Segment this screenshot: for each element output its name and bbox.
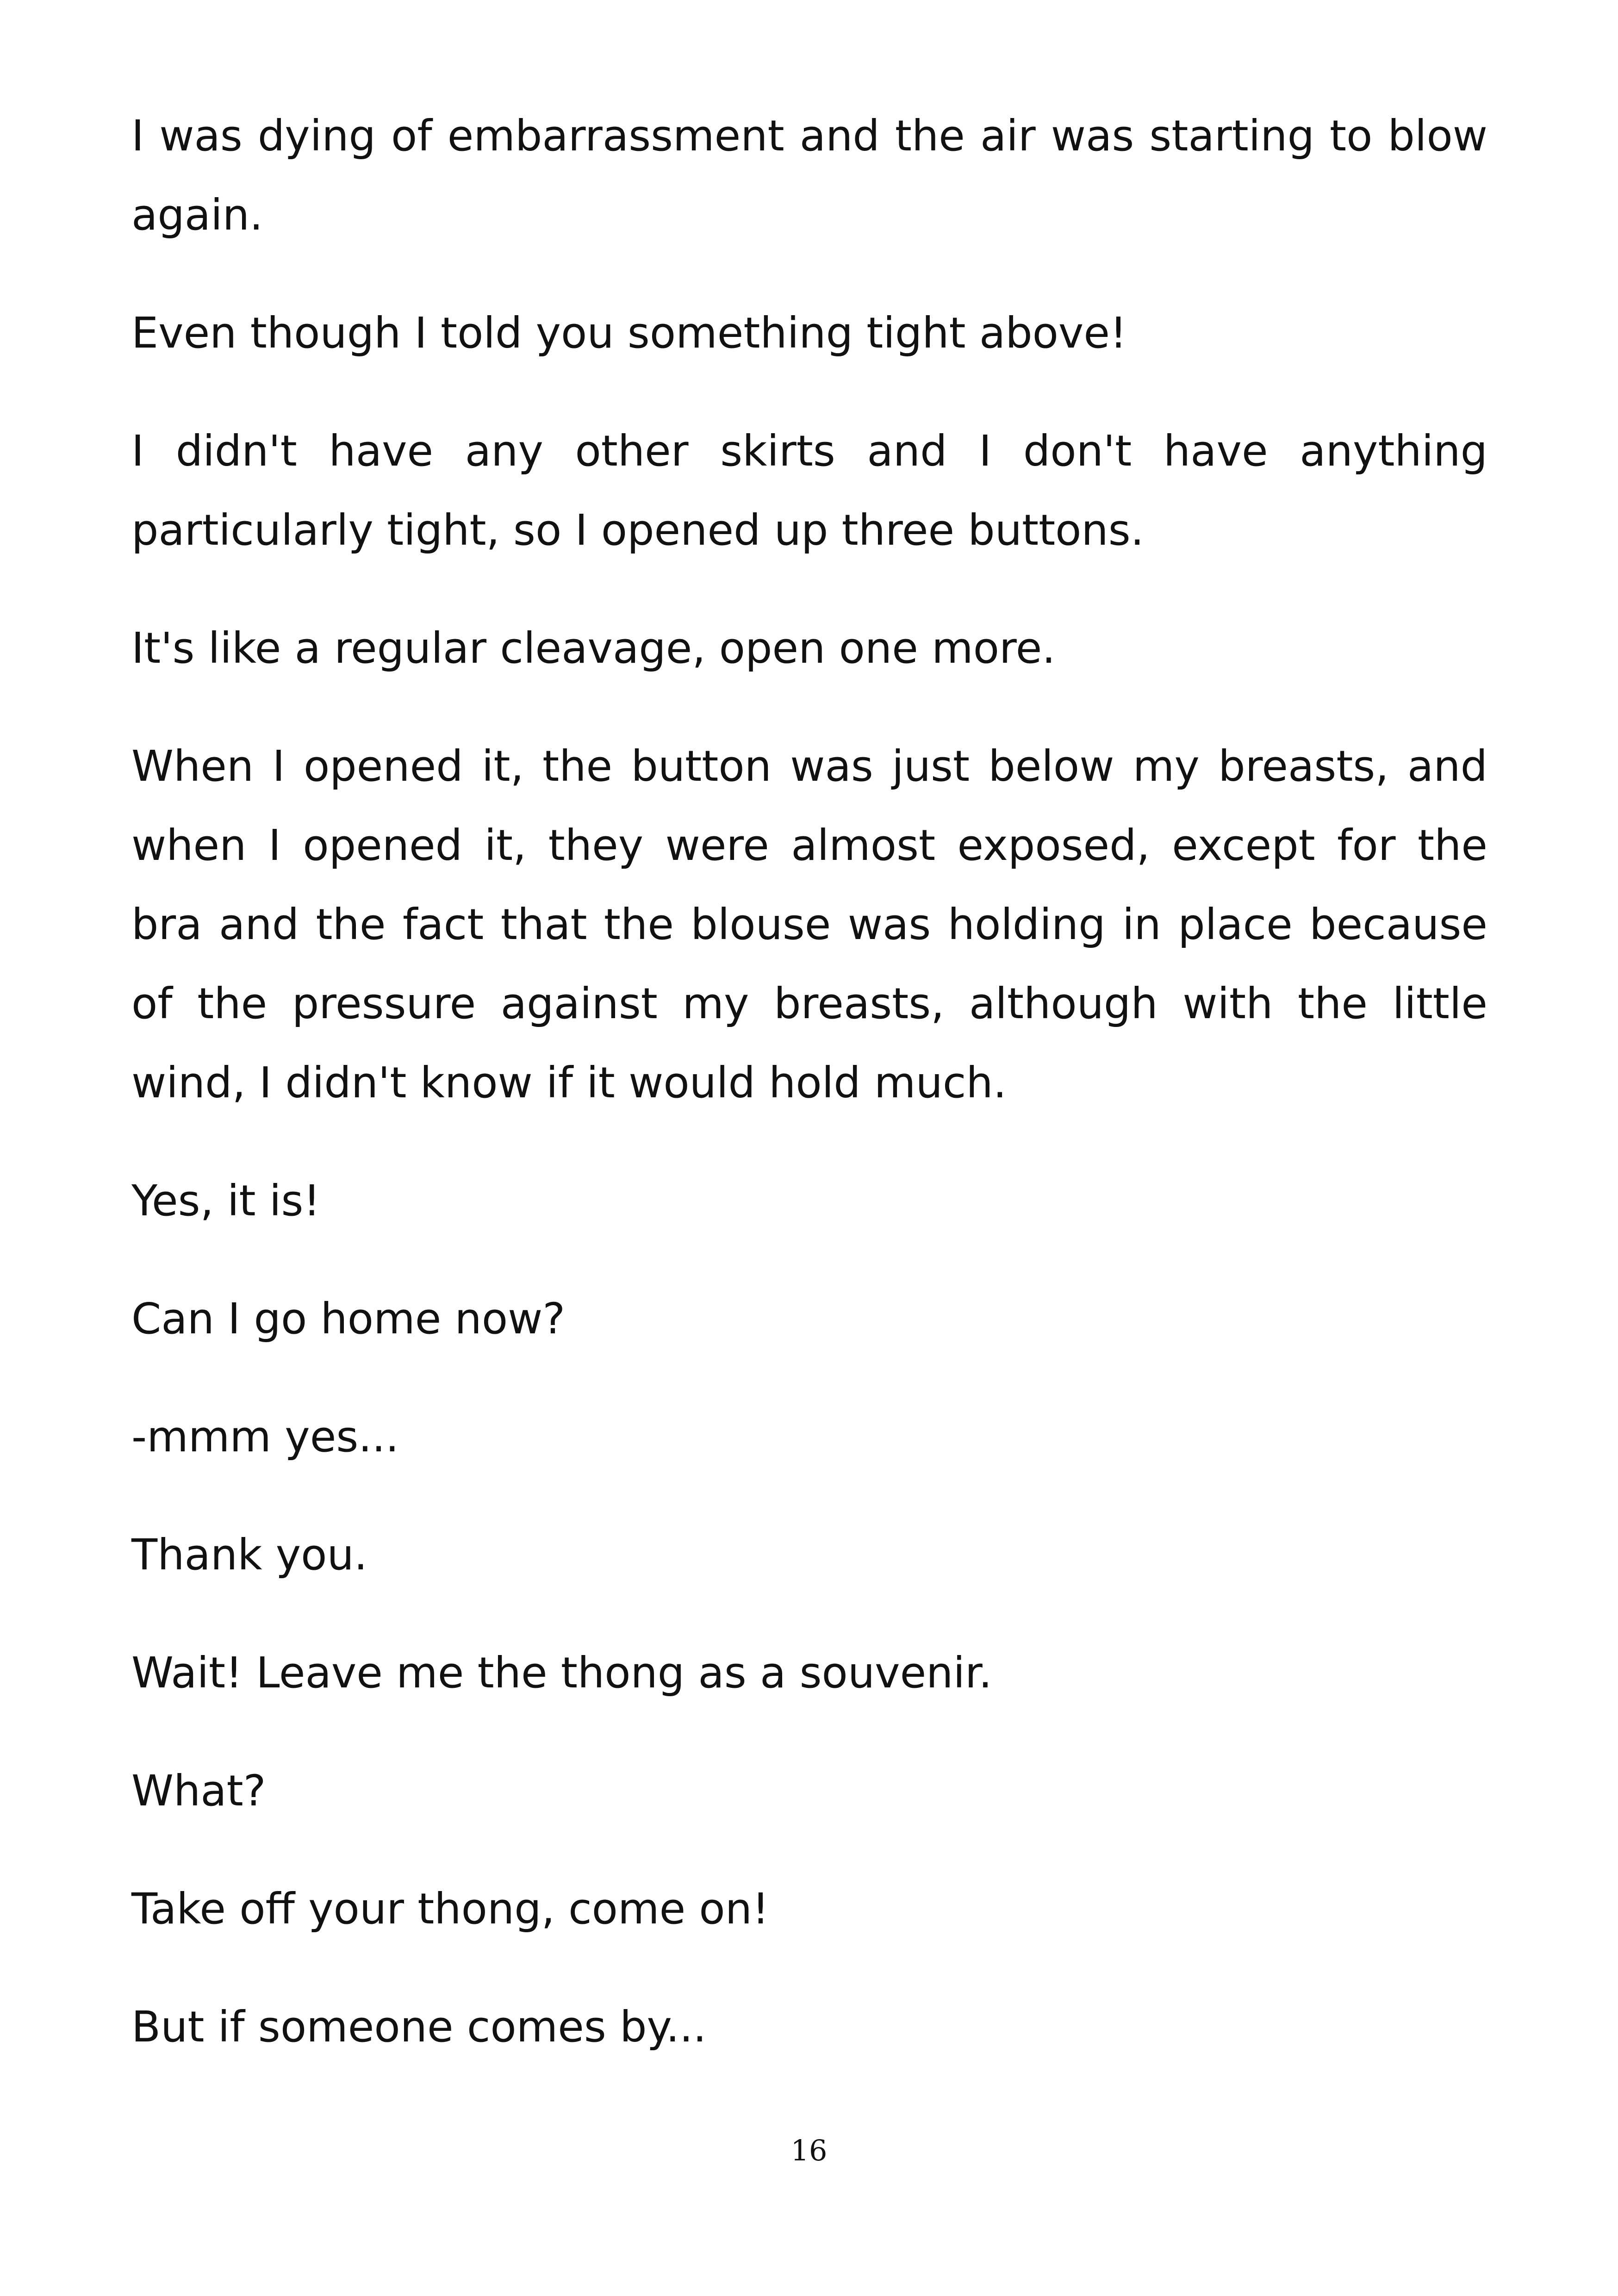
paragraph: Yes, it is! <box>131 1176 321 1226</box>
paragraph: When I opened it, the button was just below my breasts, and when I opened it, they were almost exposed, except for the bra and the fact that the blouse was holding in place because of the pressure against my breasts, although with the little wind, I didn't know if it would hold much. <box>131 741 1487 1108</box>
paragraph: But if someone comes by... <box>131 2002 707 2052</box>
paragraph: I didn't have any other skirts and I don't have anything particularly tight, so I opened up three buttons. <box>131 426 1487 555</box>
paragraph: -mmm yes... <box>131 1412 399 1462</box>
paragraph: It's like a regular cleavage, open one more. <box>131 623 1056 673</box>
page-number: 16 <box>790 2134 828 2167</box>
paragraph: What? <box>131 1766 266 1816</box>
paragraph: Thank you. <box>131 1530 367 1580</box>
paragraph: Can I go home now? <box>131 1294 566 1344</box>
body-text <box>131 96 1487 2105</box>
paragraph: Even though I told you something tight above! <box>131 308 1127 358</box>
paragraph: Wait! Leave me the thong as a souvenir. <box>131 1648 992 1698</box>
paragraph: Take off your thong, come on! <box>131 1884 769 1934</box>
paragraph: I was dying of embarrassment and the air was starting to blow again. <box>131 111 1487 240</box>
